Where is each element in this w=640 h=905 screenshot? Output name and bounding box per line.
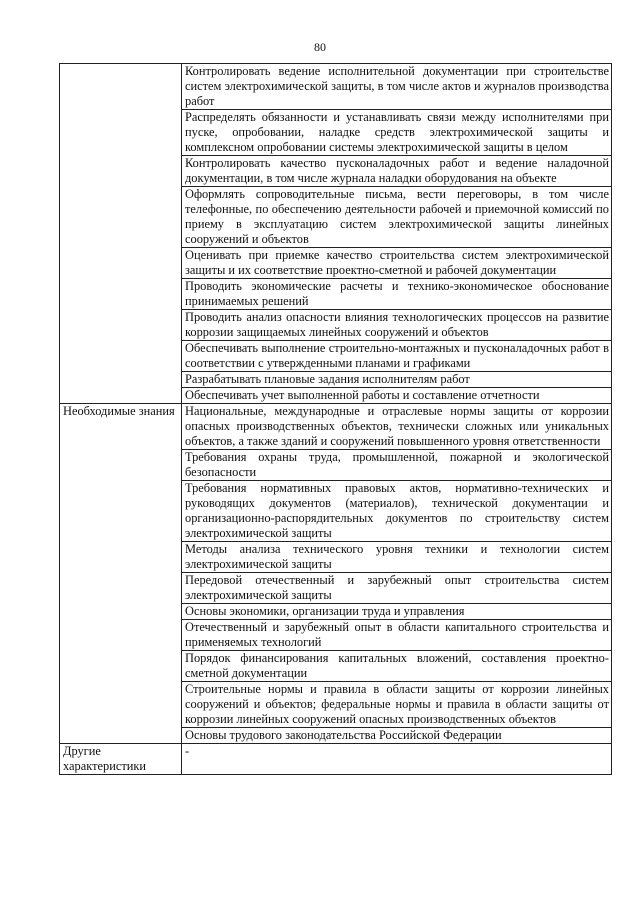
table-row: [60, 64, 612, 110]
action-item: Оценивать при приемке качество строительства систем электрохимической защиты и их соответствие проектно-сметной и рабочей документации: [182, 248, 612, 279]
action-item: Обеспечивать учет выполненной работы и составление отчетности: [182, 388, 612, 404]
knowledge-item: Основы трудового законодательства Российской Федерации: [182, 728, 612, 744]
table-row: [60, 744, 612, 775]
action-item: Распределять обязанности и устанавливать связи между исполнителями при пуске, опробовании, наладке средств электрохимической защиты и комплексном опробовании системы электрохимической защиты в целом: [182, 110, 612, 156]
action-item: Разрабатывать плановые задания исполнителям работ: [182, 372, 612, 388]
row-label-knowledge: Необходимые знания: [60, 404, 182, 744]
action-item: Проводить анализ опасности влияния технологических процессов на развитие коррозии защищаемых линейных сооружений и объектов: [182, 310, 612, 341]
row-label-other: Другие характеристики: [60, 744, 182, 775]
requirements-table: [59, 63, 612, 775]
action-item: Контролировать качество пусконаладочных работ и ведение наладочной документации, в том числе журнала наладки оборудования на объекте: [182, 156, 612, 187]
knowledge-item: Строительные нормы и правила в области защиты от коррозии линейных сооружений и объектов; федеральные нормы и правила в области защиты от коррозии линейных сооружений опасных производственных объектов: [182, 682, 612, 728]
other-value: -: [182, 744, 612, 775]
action-item: Контролировать ведение исполнительной документации при строительстве систем электрохимической защиты, в том числе актов и журналов производства работ: [182, 64, 612, 110]
table-row: [60, 404, 612, 450]
action-item: Проводить экономические расчеты и технико-экономическое обоснование принимаемых решений: [182, 279, 612, 310]
action-item: Обеспечивать выполнение строительно-монтажных и пусконаладочных работ в соответствии с утвержденными планами и графиками: [182, 341, 612, 372]
knowledge-item: Требования охраны труда, промышленной, пожарной и экологической безопасности: [182, 450, 612, 481]
row-label-actions: [60, 64, 182, 404]
knowledge-item: Методы анализа технического уровня техники и технологии систем электрохимической защиты: [182, 542, 612, 573]
knowledge-item: Требования нормативных правовых актов, нормативно-технических и руководящих документов (материалов), технической документации и организационно-распорядительных документов по строительству систем электрохимической защиты: [182, 481, 612, 542]
knowledge-item: Национальные, международные и отраслевые нормы защиты от коррозии опасных производственных объектов, технически сложных или уникальных объектов, а также зданий и сооружений повышенного уровня ответственности: [182, 404, 612, 450]
knowledge-item: Порядок финансирования капитальных вложений, составления проектно-сметной документации: [182, 651, 612, 682]
page-number: 80: [314, 40, 326, 54]
knowledge-item: Основы экономики, организации труда и управления: [182, 604, 612, 620]
knowledge-item: Отечественный и зарубежный опыт в области капитального строительства и применяемых технологий: [182, 620, 612, 651]
action-item: Оформлять сопроводительные письма, вести переговоры, в том числе телефонные, по обеспечению деятельности рабочей и приемочной комиссий по приему в эксплуатацию систем электрохимической защиты линейных сооружений и объектов: [182, 187, 612, 248]
knowledge-item: Передовой отечественный и зарубежный опыт строительства систем электрохимической защиты: [182, 573, 612, 604]
